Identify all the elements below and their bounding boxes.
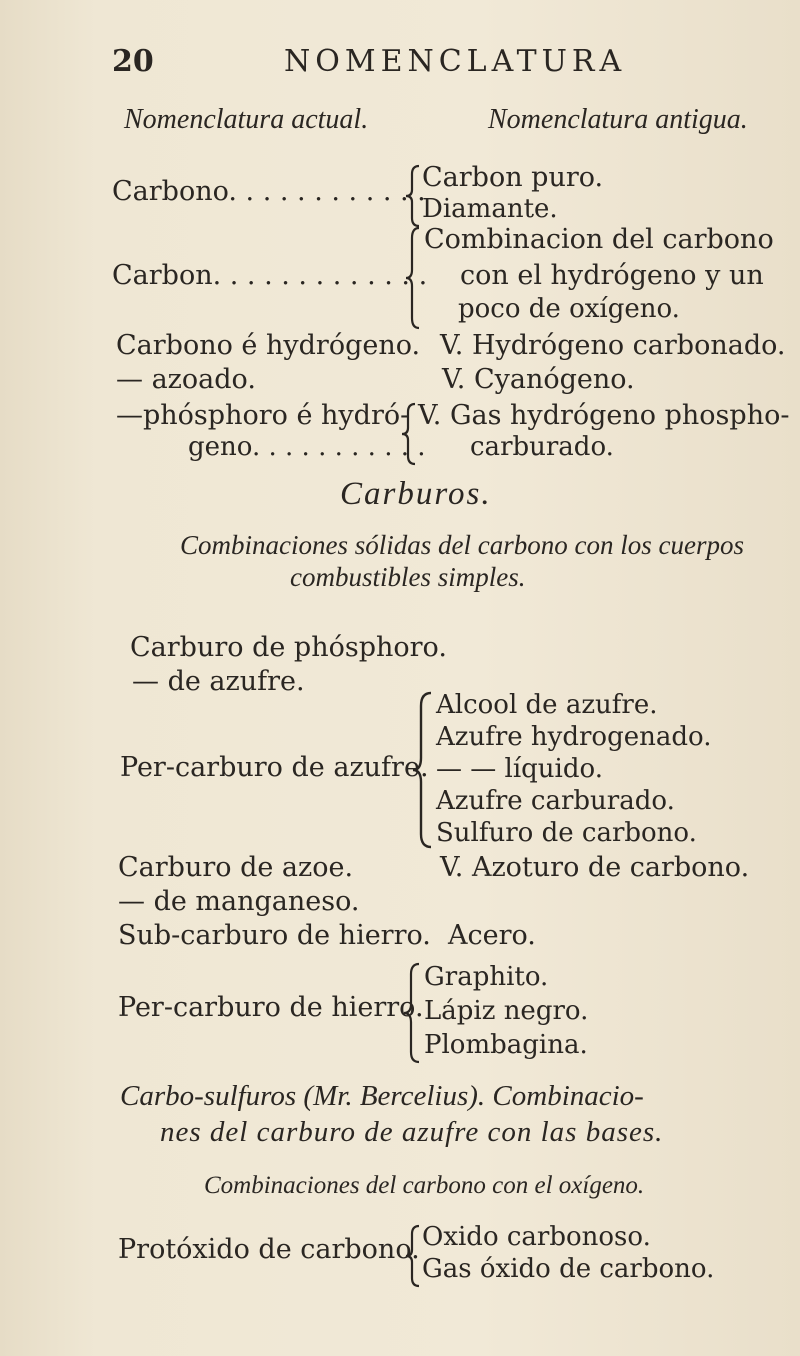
entry-carbono-hidrogeno-old: V. Hydrógeno carbonado. (440, 330, 786, 361)
brace-icon (410, 690, 434, 850)
carbosulfuros-line-2: nes del carburo de azufre con las bases. (160, 1116, 664, 1148)
percarburo-azufre-old-4: Azufre carburado. (436, 786, 675, 816)
section-subtitle-1: Combinaciones sólidas del carbono con los cuerpos (180, 530, 744, 560)
entry-phosphoro-old-2: carburado. (470, 432, 614, 462)
entry-carbon-old-2: con el hydrógeno y un (460, 260, 764, 291)
entry-phosphoro-2: geno. . . . . . . . . . . (188, 432, 426, 462)
entry-azoado: — azoado. (116, 364, 256, 395)
percarburo-hierro-old-1: Graphito. (424, 962, 549, 992)
carburo-phosphoro: Carburo de phósphoro. (130, 632, 447, 663)
running-title: NOMENCLATURA (284, 44, 627, 79)
entry-carbono: Carbono. . . . . . . . . . . . (112, 176, 426, 207)
entry-carbon-old-1: Combinacion del carbono (424, 224, 774, 255)
brace-icon (404, 226, 422, 330)
brace-icon (402, 962, 422, 1064)
percarburo-azufre-old-5: Sulfuro de carbono. (436, 818, 697, 848)
section-title-carburos: Carburos. (340, 476, 492, 512)
percarburo-azufre-old-1: Alcool de azufre. (436, 690, 658, 720)
section-subtitle-2: combustibles simples. (290, 562, 526, 592)
carburo-azoe: Carburo de azoe. (118, 852, 354, 883)
entry-azoado-old: V. Cyanógeno. (442, 364, 635, 395)
entry-phosphoro-old-1: V. Gas hydrógeno phospho- (418, 400, 790, 431)
protoxido-carbono-old-1: Oxido carbonoso. (422, 1222, 651, 1252)
carburo-azufre: — de azufre. (132, 666, 305, 697)
percarburo-azufre-old-3: — — líquido. (436, 754, 603, 784)
entry-carbono-old-2: Diamante. (422, 194, 558, 224)
percarburo-hierro: Per-carburo de hierro. (118, 992, 424, 1023)
subcarburo-hierro-old: Acero. (448, 920, 536, 951)
protoxido-carbono: Protóxido de carbono. (118, 1234, 420, 1265)
carburo-azoe-old: V. Azoturo de carbono. (440, 852, 750, 883)
protoxido-carbono-old-2: Gas óxido de carbono. (422, 1254, 715, 1284)
entry-carbon: Carbon. . . . . . . . . . . . . (112, 260, 428, 291)
percarburo-hierro-old-3: Plombagina. (424, 1030, 588, 1060)
percarburo-hierro-old-2: Lápiz negro. (424, 996, 589, 1026)
brace-icon (404, 1224, 422, 1288)
percarburo-azufre: Per-carburo de azufre. (120, 752, 429, 783)
entry-phosphoro-1: —phósphoro é hydró- (116, 400, 410, 431)
column-heading-old: Nomenclatura antigua. (488, 104, 748, 135)
entry-carbono-hidrogeno: Carbono é hydrógeno. (116, 330, 421, 361)
column-heading-current: Nomenclatura actual. (124, 104, 369, 135)
subcarburo-hierro: Sub-carburo de hierro. (118, 920, 431, 951)
entry-carbon-old-3: poco de oxígeno. (458, 294, 680, 324)
brace-icon (404, 164, 422, 228)
carbosulfuros-line-1: Carbo-sulfuros (Mr. Bercelius). Combinacio- (120, 1080, 644, 1112)
page-number: 20 (112, 44, 154, 79)
brace-icon (400, 402, 418, 466)
entry-carbono-old-1: Carbon puro. (422, 162, 604, 193)
percarburo-azufre-old-2: Azufre hydrogenado. (436, 722, 712, 752)
oxigeno-title: Combinaciones del carbono con el oxígeno. (204, 1172, 645, 1199)
carburo-manganeso: — de manganeso. (118, 886, 360, 917)
